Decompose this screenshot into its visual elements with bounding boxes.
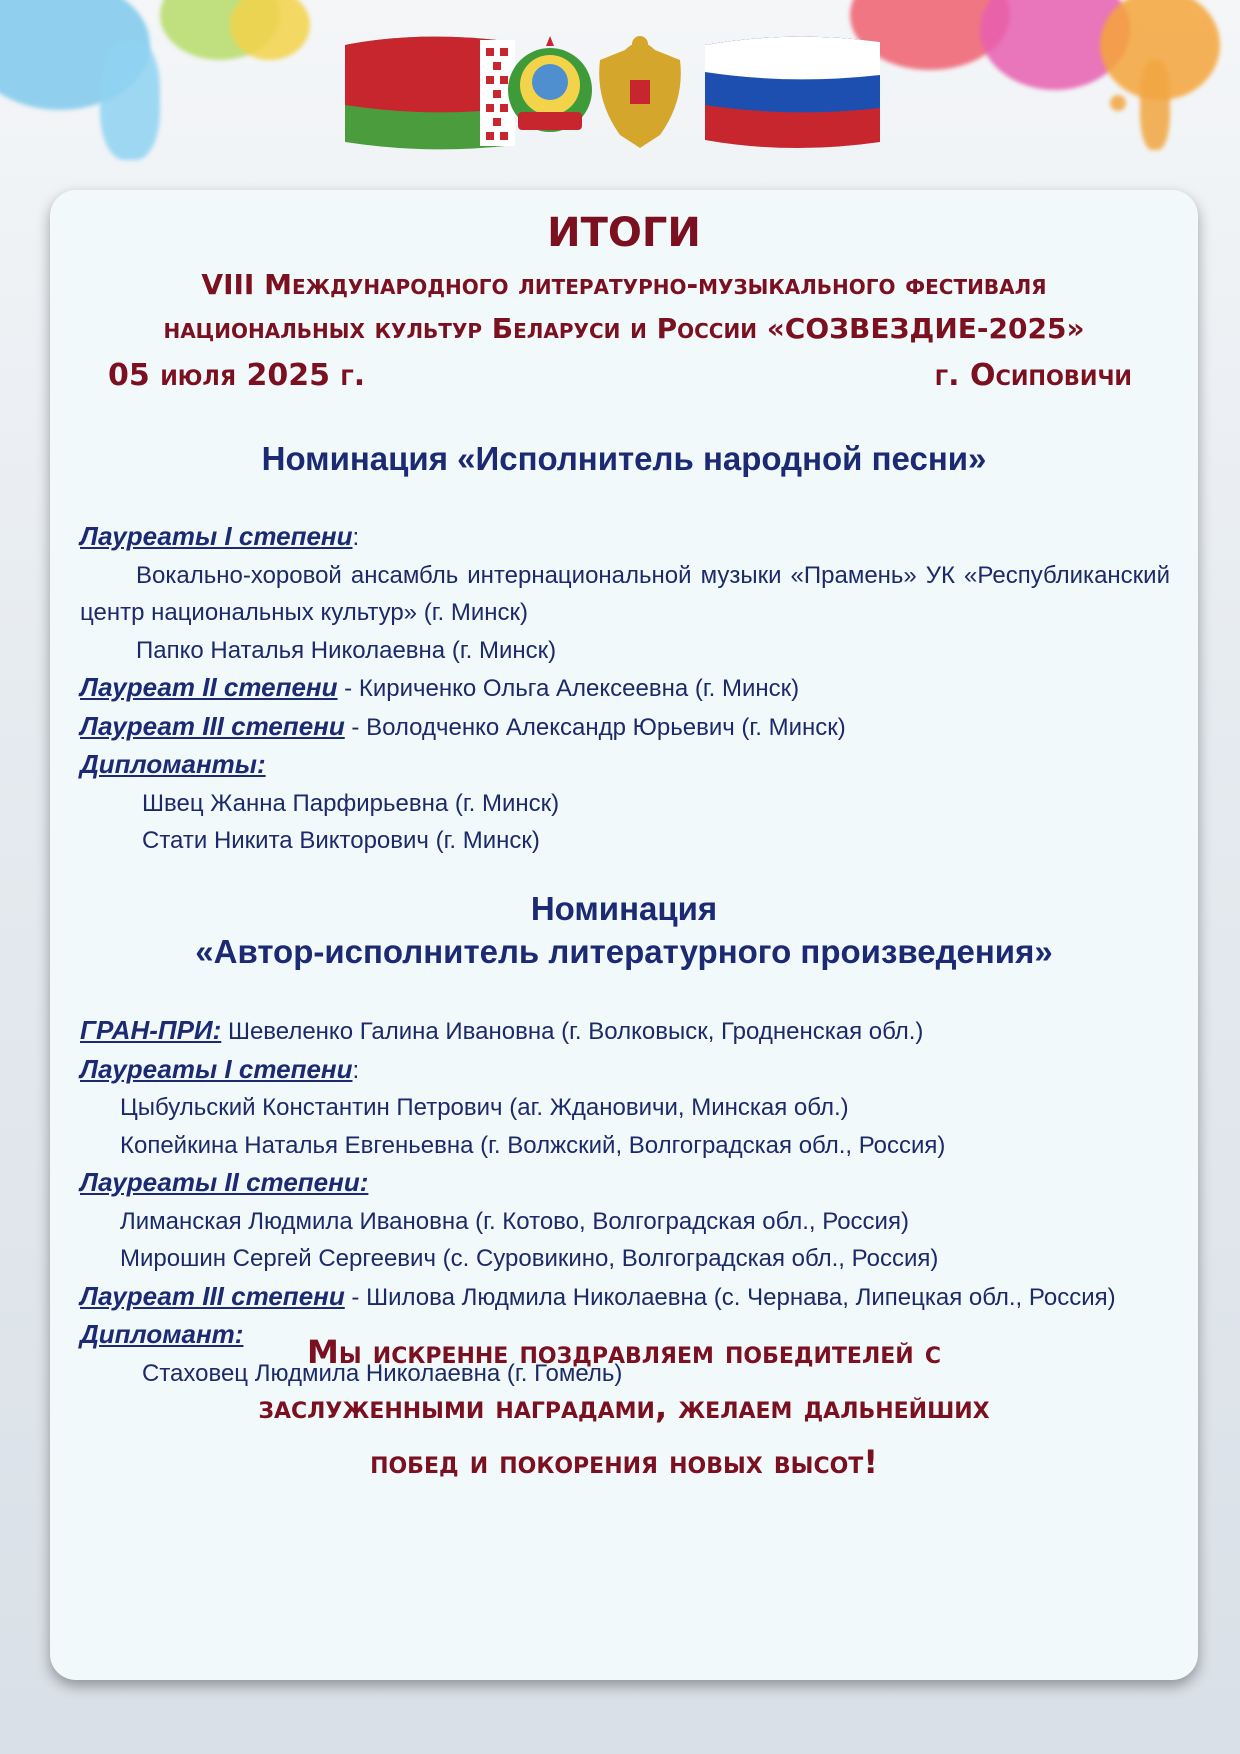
nomination2-title-line1: Номинация [530,890,718,927]
russia-flag-icon [705,37,880,148]
list-item: Стати Никита Викторович (г. Минск) [142,827,540,854]
laureates1-label: Лауреаты I степени [80,1053,353,1084]
nomination1-list [80,518,1170,860]
laureates1-colon: : [352,524,360,551]
list-item: Швец Жанна Парфирьевна (г. Минск) [142,789,560,817]
event-date: 05 июля 2025 г. [108,358,366,393]
list-item: Цыбульский Константин Петрович (аг. Ждановичи, Минская обл.) [120,1094,849,1121]
belarus-emblem-icon [508,36,592,132]
splash-orange-drip [1140,60,1170,150]
diploma-label: Дипломант: [80,1319,244,1349]
nomination2-title-line2: «Автор-исполнитель литературного произведения» [195,933,1053,970]
laureate3-text: - Шилова Людмила Николаевна (с. Чернава, Липецкая обл., Россия) [344,1283,1116,1311]
laureate3-text: - Володченко Александр Юрьевич (г. Минск) [344,713,846,741]
laureate3-label: Лауреат III степени [80,710,345,741]
laureate2-text: - Кириченко Ольга Алексеевна (г. Минск) [337,675,800,702]
flags-emblems [340,30,885,155]
festival-title-line1: VIII Международного литературно-музыкального фестиваля [201,268,1047,301]
list-item: Мирошин Сергей Сергеевич (с. Суровикино, Волгоградская обл., Россия) [120,1245,939,1272]
congrats-line1: Мы искренне поздравляем победителей с [307,1333,941,1371]
results-card [50,190,1198,1680]
congrats-line2: заслуженными наградами, желаем дальнейших [258,1388,990,1426]
event-city: г. Осиповичи [934,358,1132,393]
list-item: Лиманская Людмила Ивановна (г. Котово, Волгоградская обл., Россия) [120,1207,909,1235]
splash-blue-drip [100,40,160,160]
list-item: Папко Наталья Николаевна (г. Минск) [136,636,557,664]
belarus-flag-icon [345,37,515,150]
paint-splash-banner [0,0,1240,200]
laureates1-label: Лауреаты I степени [80,521,353,551]
laureates1-colon: : [352,1056,360,1084]
russia-emblem-icon [599,36,681,148]
list-item: Вокально-хоровой ансамбль интернациональной музыки «Прамень» УК «Республиканский центр национальных культур» (г. Минск) [80,561,1170,626]
list-item: Стаховец Людмила Николаевна (г. Гомель) [142,1359,623,1387]
laureate2-label: Лауреат II степени [80,672,338,702]
page-title: ИТОГИ [547,210,701,256]
festival-title-line2: национальных культур Беларуси и России «СОЗВЕЗДИЕ-2025» [163,312,1085,345]
congratulations-text [50,1325,1198,1490]
list-item: Копейкина Наталья Евгеньевна (г. Волжский, Волгоградская обл., Россия) [120,1131,946,1159]
grandprix-text: Шевеленко Галина Ивановна (г. Волковыск, Гродненская обл.) [221,1018,924,1045]
date-location-line [108,358,1132,393]
diploma-label: Дипломанты: [80,749,266,779]
grandprix-label: ГРАН-ПРИ: [80,1015,222,1045]
laureate3-label: Лауреат III степени [80,1280,345,1311]
congrats-line3: побед и покорения новых высот! [370,1443,878,1481]
nomination1-title: Номинация «Исполнитель народной песни» [261,440,987,477]
laureates2-label: Лауреаты II степени: [80,1167,369,1197]
splash-dot [1110,95,1126,111]
